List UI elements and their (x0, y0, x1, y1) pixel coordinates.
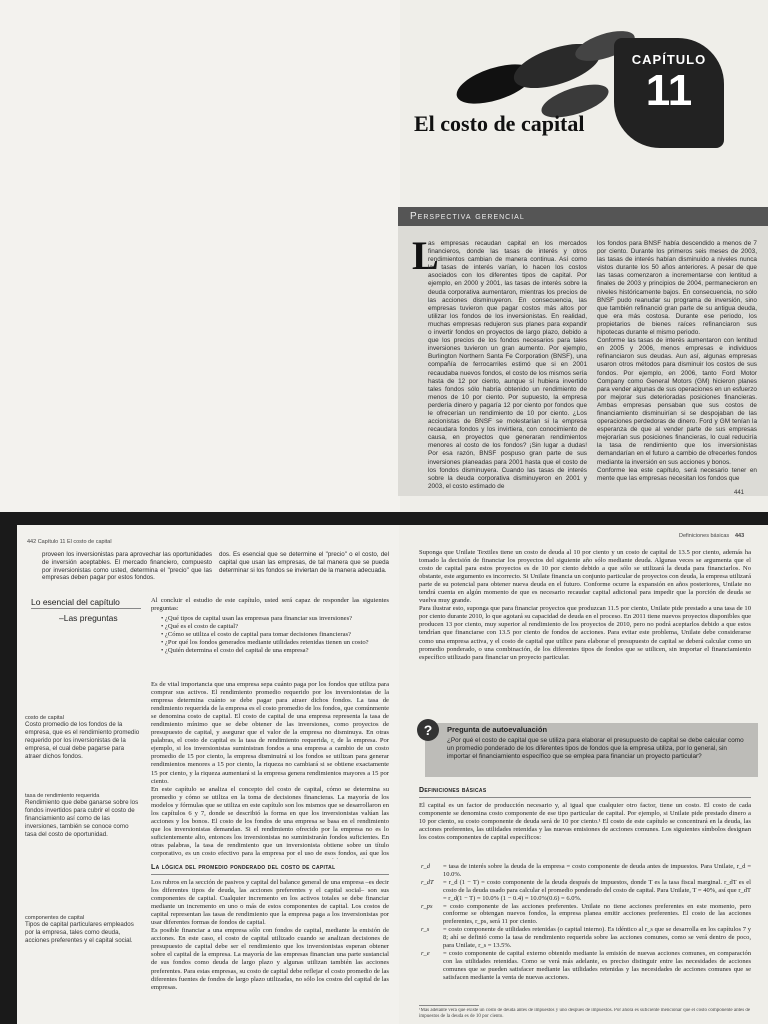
definition-text: = costo componente de utilidades retenidas (o capital interno). Es idéntico al r_s que se desarrolla en los capítulos 7 y 8; ahí se definió como la tasa de rendimiento requerida sobre las acciones comunes, como se verá dentro de poco, para Unilate, r_s = 13.5%. (443, 926, 751, 950)
self-check-text: ¿Por qué el costo de capital que se utiliza para elaborar el presupuesto de capital se debe calcular como un promedio ponderado de los diferentes tipos de fondos que la empresa utiliza, por lo general, sin importar el financiamiento específico que se emplea para financiar un proyecto particular? (447, 737, 744, 761)
questions-block (151, 597, 389, 677)
blank-margin-area (0, 0, 400, 512)
margin-note-text: Rendimiento que debe ganarse sobre los fondos invertidos para cubrir el costo de financiamiento así como de las inversiones, también se conoce como tasa del costo de oportunidad. (25, 799, 139, 838)
question-item: • ¿Quién determina el costo del capital de una empresa? (161, 647, 389, 655)
definition-symbol: r_e (421, 949, 430, 957)
question-item: • ¿Por qué los fondos generados mediante utilidades retenidas tienen un costo? (161, 639, 389, 647)
definition-row (421, 879, 751, 903)
section-heading: Definiciones básicas (419, 787, 487, 794)
body-text-1: Suponga que Unilate Textiles tiene un costo de deuda al 10 por ciento y un costo de capital de 13.5 por ciento, además ha tomado la decisión de financiar los proyectos del siguiente año sólo mediante deuda. Algunas veces se argumenta que el costo de capital para estos proyectos es de 10 por ciento debido a que sólo se utilizará la deuda para financiarlos. No obstante, este argumento es incorrecto. Si Unilate financia un conjunto particular de proyectos con deuda, la empresa utilizará parte de su potencial para obtener nueva deuda en el futuro. Conforme ocurre la expansión en años posteriores, Unilate no tendrá cuenta en algún momento de que es necesario recaudar capital adicional para impedir que la porción de deuda se vuelva muy grande. Para ilustrar esto, suponga que para financiar proyectos que produzcan 11.5 por ciento, Unilate pide prestado a una tasa de 10 por ciento durante 2010, lo que agotará su capacidad de deuda en el proceso. En 2011 tiene nuevos proyectos disponibles que producen 13 por ciento, muy superior al rendimiento de los proyectos de 2010, pero no podrá aceptarlos debido a que estos tendrían que financiarse con 13.5 por ciento de fondos de acciones. Para evitar este problema, Unilate debe considerarse como una empresa activa, y el costo de capital que utilice para elaborar el presupuesto de capital se deberá calcular como un promedio ponderado, o una combinación, de los diferentes tipos de fondos que se utilicen, sin importar el financiamiento específico utilizado para financiar un proyecto particular. (419, 549, 751, 661)
page-number: 443 (735, 533, 745, 539)
definition-row (421, 926, 751, 950)
chapter-badge (614, 38, 724, 148)
perspective-column-2: los fondos para BNSF había descendido a menos de 7 por ciento. Durante los primeros seis meses de 2003, las tasas de interés habían disminuido a niveles nunca vistos durante los 50 años anteriores. A pesar de que las tasas comenzaron a incrementarse con lentitud a finales de 2003 y principios de 2004, permanecieron en niveles históricamente bajos. En consecuencia, no sólo BNSF pudo reanudar su programa de inversión, sino que también refinanció gran parte de su antigua deuda, que era más costosa. Durante ese periodo, los propietarios de bienes raíces refinanciaron sus hipotecas durante el mismo periodo. Conforme las tasas de interés aumentaron con lentitud en 2005 y 2006, menos empresas e individuos refinanciaron sus deudas. Aun así, algunas empresas usaron otros métodos para disminuir los costos de sus fondos. Por ejemplo, en 2006, tanto Ford Motor Company como General Motors (GM) hicieron planes para vender algunas de sus operaciones en un esfuerzo por mejorar sus deterioradas posiciones financieras. Ambas empresas pensaban que sus costos de financiamiento disminuirían si se despojaban de las operaciones perdedoras de dinero. Ford y GM tenían la esperanza de que al vender parte de sus empresas mejorarían sus posiciones financieras, lo cual reduciría la tasa de rendimiento que los inversionistas demandarían en el futuro a cambio de ofrecerles fondos mediante la inversión en sus acciones y bonos. Conforme lea este capítulo, será necesario tener en mente que las empresas necesitan los fondos que (597, 240, 757, 482)
drop-cap: L (412, 233, 439, 278)
section-rule (419, 797, 751, 798)
section-rule (151, 874, 389, 875)
margin-note-head: costo de capital (25, 715, 64, 721)
body-text-1: Es de vital importancia que una empresa sepa cuánto paga por los fondos que utiliza para comprar sus activos. El rendimiento promedio requerido por los inversionistas de la empresa determina cuánto se debe pagar para atraer dichos fondos. La tasa de rendimiento requerida de la empresa es el costo promedio de los fondos, que comúnmente se denomina costo de capital. El costo de capital de una empresa representa la tasa de rendimiento mínimo que se debe obtener de las inversiones, como proyectos de presupuesto de capital, y asegurar que el valor de la empresa no disminuya. En otras palabras, el costo de capital es la tasa de rendimiento requerida, r, de la empresa. Por ejemplo, si los inversionistas suministran fondos a una empresa a cambio de un costo promedio de 15 por ciento, la empresa disminuirá si los fondos se utilizan para generar rendimientos menores a 15 por ciento, la riqueza no cambiará si se obtiene exactamente 15 por ciento, y la riqueza aumentará si la empresa genera rendimientos mayores a 15 por ciento. En este capítulo se analiza el concepto del costo de capital, cómo se determina su promedio y cómo se utiliza en la toma de decisiones financieras. La mayoría de los modelos y fórmulas que se utiliza en este capítulo son los mismos que se desarrollaron en los capítulos 6 y 7, donde se describió la forma en que los inversionistas valúan las acciones y los bonos. El costo de los fondos de una empresa se basa en el rendimiento que los inversionistas demandan. Si el rendimiento ofrecido por la empresa no es lo suficientemente alto, entonces los inversionistas no suministrarán fondos suficientes. En otras palabras, la tasa de rendimiento que un inversionista obtiene sobre un título corporativo, es un costo efectivo para la empresa por el uso de esos fondos, así que los (151, 681, 389, 857)
section-label-band: Perspectiva gerencial (398, 207, 768, 226)
margin-note-head: componentes de capital (25, 915, 85, 921)
chapter-title: El costo de capital (414, 111, 585, 136)
sidebar-title-text: Lo esencial del capítulo (31, 597, 120, 607)
self-check-box (425, 723, 758, 777)
chapter-number: 11 (645, 66, 693, 115)
question-item: • ¿Qué es el costo de capital? (161, 623, 389, 631)
definition-symbol: r_ps (421, 902, 433, 910)
chapter-label: CAPÍTULO (631, 52, 707, 67)
margin-note-text: Tipos de capital particulares empleados por la empresa, tales como deuda, acciones preferentes y el capital social. (25, 921, 134, 944)
margin-note (25, 715, 141, 761)
question-item: • ¿Cómo se utiliza el costo de capital para tomar decisiones financieras? (161, 631, 389, 639)
questions-list (161, 615, 389, 655)
perspective-column-1: as empresas recaudan capital en los mercados financieros, donde las tasas de interés y otros rendimientos cambian de manera continua. Así como las tasas de interés varían, lo hacen los costos asociados con los diferentes tipos de capital. Por ejemplo, en 2000 y 2001, las tasas de interés sobre la deuda corporativa aumentaron, mientras los precios de las acciones disminuyeron. En consecuencia, las empresas tuvieron que pagar costos más altos por utilizar los fondos de los inversionistas. En realidad, muchas empresas redujeron sus planes para expandir o invertir fondos en proyectos de largo plazo, debido a que los precios de los fondos necesarios para tales inversiones tuvieron un gran aumento. Por ejemplo, Burlington Northern Santa Fe Corporation (BNSF), una compañía de ferrocarriles estimó que si en 2001 recaudaba nuevos fondos, el costo de los mismos sería hasta de 12 por ciento, aunque sí hubiera invertido tales fondos sólo habría obtenido un rendimiento de menos de 10 por ciento. Por supuesto, la empresa perdería dinero y pagaría 12 por ciento por fondos que le ofrecerían un rendimiento de 10 por ciento. ¿Los accionistas de BNSF se molestarían si la empresa recaudara fondos y los invirtiera, con conocimiento de causa, en proyectos que generaran rendimientos menores al costo de los fondos? ¡Sin lugar a dudas! Por esa razón, BNSF pospuso gran parte de sus inversiones planeadas para 2001 hasta que el costo de los fondos disminuyera. Cuando las tasas de interés sobre la deuda corporativa disminuyeron en 2001 y 2003, el costo estimado de (428, 240, 587, 490)
self-check-title: Pregunta de autoevaluación (447, 725, 548, 734)
questions-intro: Al concluir el estudio de este capítulo, usted será capaz de responder las siguientes preguntas: (151, 597, 389, 613)
sidebar-title (31, 597, 161, 607)
margin-note (25, 915, 141, 945)
definition-row (421, 950, 751, 982)
body-text-2: Los rubros en la sección de pasivos y capital del balance general de una empresa –es decir los diferentes tipos de deuda, las acciones preferentes y el capital social– son sus componentes de capital. Cualquier incremento en los activos totales se debe financiar mediante un incremento en uno o más de estos componentes de capital. Los costos de capital representan las tasas de rendimiento que la empresa paga a los inversionistas por usar diferentes formas de fondos de capital. Es posible financiar a una empresa sólo con fondos de capital, mediante la emisión de acciones. En este caso, el costo de capital utilizado cuando se analizan decisiones de presupuesto de capital debe ser el rendimiento que los inversionistas esperan obtener sobre el capital de la empresa. La mayoría de las empresas financian una parte sustancial de sus fondos como deuda de largo plazo y algunas utilizan también las acciones preferentes. Para estas empresas, su costo de capital debe reflejar el costo promedio de las diferentes fuentes de fondos de largo plazo utilizadas, no sólo los costos del capital de las empresas. (151, 879, 389, 991)
sidebar-subtitle: –Las preguntas (59, 613, 118, 623)
margin-note-text: Costo promedio de los fondos de la empresa, que es el rendimiento promedio requerido por los inversionistas de la empresa, el cual debe pagarse para atraer dichos fondos. (25, 721, 140, 760)
definition-text: = costo componente de capital externo obtenido mediante la emisión de nuevas acciones comunes, en comparación con las utilidades retenidas. Como se verá más adelante, es preciso distinguir entre las necesidades de acciones comunes que se pueden satisfacer mediante las utilidades retenidas y las necesidades de acciones comunes que se satisfacen mediante la venta de nuevas acciones. (443, 949, 751, 981)
right-page (399, 525, 768, 1024)
body-text-2: El capital es un factor de producción necesario y, al igual que cualquier otro factor, tiene un costo. El costo de cada componente se denomina costo componente de ese tipo particular de capital. Por ejemplo, si Unilate pide prestado dinero a 10 por ciento, su costo componente de deuda será de 10 por ciento.¹ El costo de este capítulo se concentrará en la deuda, las acciones preferentes, las utilidades retenidas y las nuevas emisiones de acciones comunes. Los siguientes símbolos designan los costos componentes de capital específicos: (419, 802, 751, 842)
definition-text: = r_d (1 − T) = costo componente de la deuda después de impuestos, donde T es la tasa fiscal marginal. r_dT es el costo de la deuda usado para calcular el promedio ponderado del costo de capital. Para Unilate, T = 40%, así que r_dT = r_d(1 − T) = 10.0% (1 − 0.4) = 10.0%(0.6) = 6.0%. (443, 878, 751, 902)
section-heading: La lógica del promedio ponderado del costo de capital (151, 864, 336, 871)
sidebar-rule (31, 608, 141, 609)
left-page (17, 525, 399, 1024)
intro-column-2: dos. Es esencial que se determine el "precio" o el costo, del capital que usan las empresas, de tal manera que se pueda determinar si los fondos se inviertan de la manera adecuada. (219, 551, 389, 574)
definition-row (421, 863, 751, 879)
margin-note-head: tasa de rendimiento requerida (25, 793, 100, 799)
page-number: 441 (734, 490, 745, 496)
question-item: • ¿Qué tipos de capital usan las empresas para financiar sus inversiones? (161, 615, 389, 623)
question-mark-icon: ? (417, 719, 439, 741)
definition-text: = costo componente de las acciones preferentes. Unilate no tiene acciones preferentes en este momento, pero conforme se obtengan nuevos fondos, la empresa planea emitir acciones preferentes. El costo de las acciones preferentes, r_ps, será 11 por ciento. (443, 902, 751, 926)
definition-text: = tasa de interés sobre la deuda de la empresa = costo componente de deuda antes de impuestos. Para Unilate, r_d = 10.0%. (443, 863, 751, 878)
definitions-list (421, 863, 751, 1001)
footnote-rule (419, 1005, 479, 1006)
running-head: 442 Capítulo 11 El costo de capital (27, 539, 112, 545)
definition-symbol: r_dT (421, 878, 434, 886)
definition-symbol: r_d (421, 863, 431, 870)
footnote: ¹Más adelante verá que existe un costo de deuda antes de impuestos y uno después de impuestos. Por ahora es suficiente mencionar que el costo componente antes de impuestos de la deuda es de 10 por ciento. (419, 1008, 751, 1019)
running-head-label: Definiciones básicas (679, 533, 730, 539)
margin-note (25, 793, 141, 839)
definition-row (421, 903, 751, 927)
definition-symbol: r_s (421, 926, 430, 934)
intro-column-1: proveen los inversionistas para aprovechar las oportunidades de inversión aceptables. El mercado financiero, compuesto por inversionistas como usted, determina el "precio" que las empresas deben pagar por estos fondos. (42, 551, 212, 582)
